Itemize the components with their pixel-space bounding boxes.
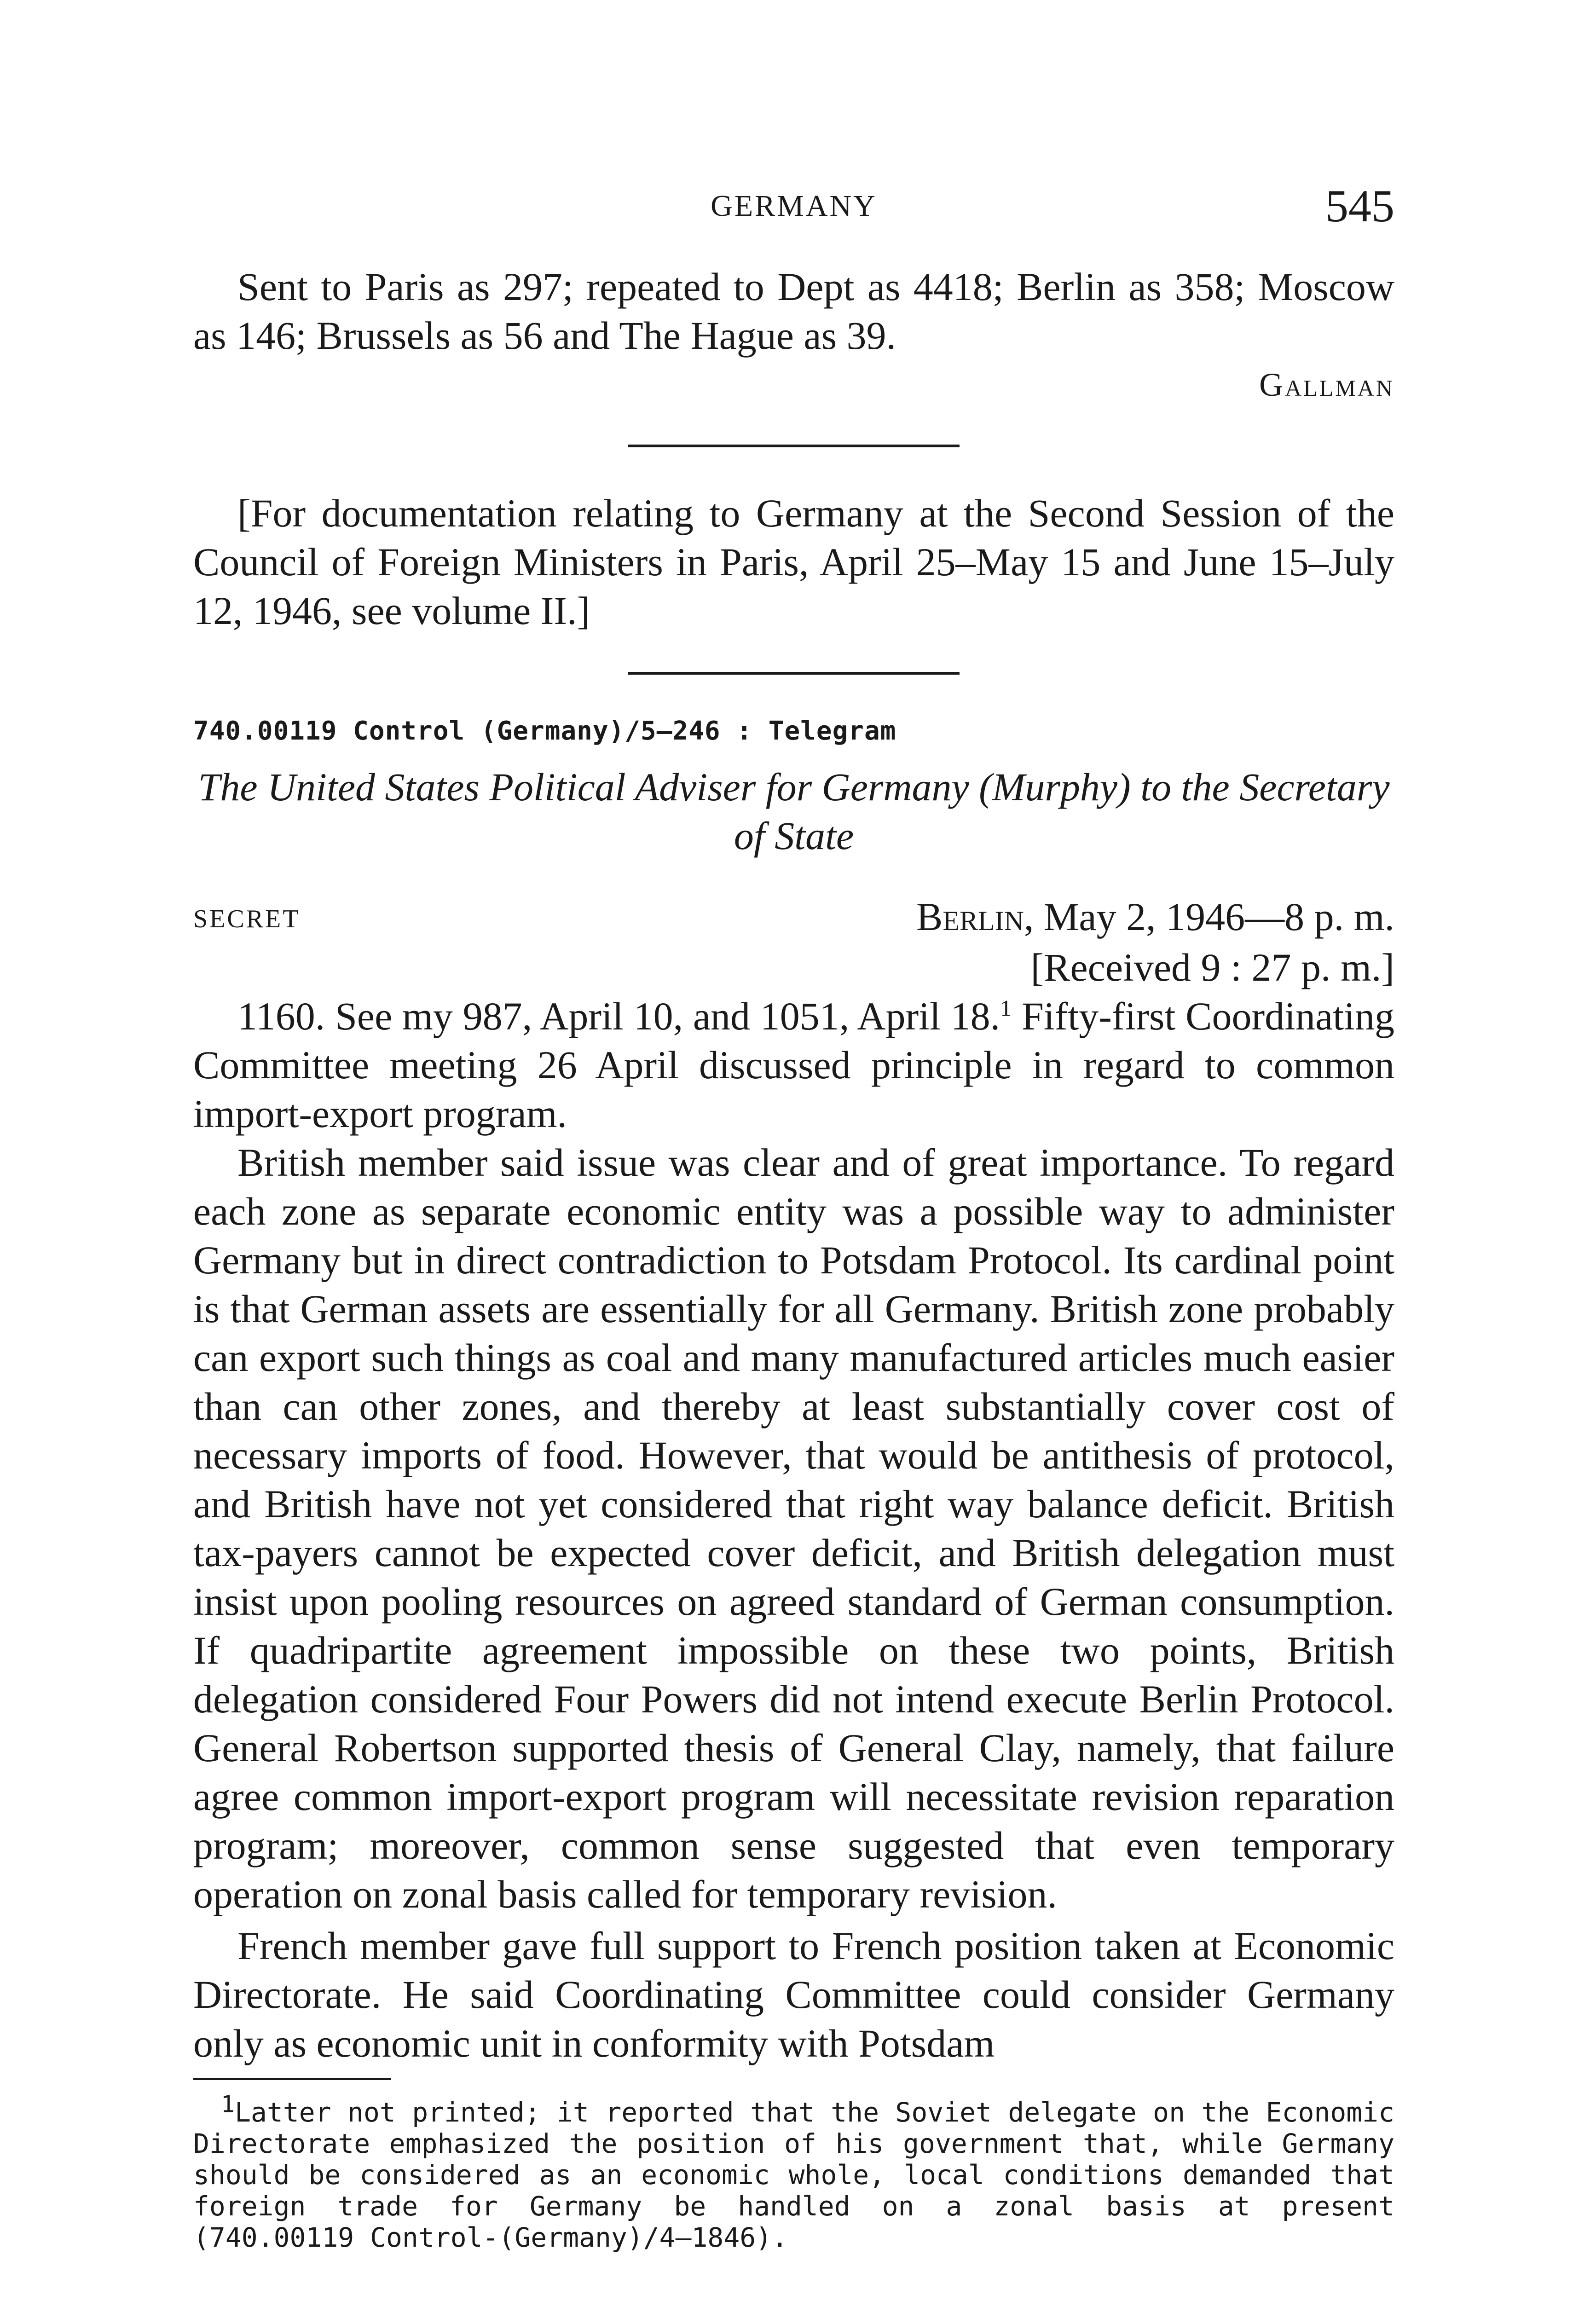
body-paragraph: British member said issue was clear and of great importance. To regard each zone as separate economic entity was a possible way to administer Germany but in direct contradiction to Potsdam Protocol. Its cardinal point is that German assets are essentially for all Germany. British zone probably can export such things as coal and many manufactured articles much easier than can other zones, and thereby at least substantially cover cost of necessary imports of food. However, that would be antithesis of protocol, and British have not yet considered that right way balance deficit. British tax-payers cannot be expected cover deficit, and British delegation must insist upon pooling resources on agreed standard of German consumption. If quadripartite agreement impossible on these two points, British delegation considered Four Powers did not intend execute Berlin Protocol. General Robertson supported thesis of General Clay, namely, that failure agree common import-export program will necessitate revision reparation program; moreover, common sense suggested that even temporary operation on zonal basis called for temporary revision. xyxy=(193,1140,1394,1916)
page-number: 545 xyxy=(1325,180,1394,231)
footnote xyxy=(193,2091,1394,2253)
paragraph-text: Fifty-first Coordinating Committee meeting 26 April discussed principle in regard to common import-export program. xyxy=(193,994,1394,1136)
signature: Gallman xyxy=(1259,366,1394,403)
file-reference: 740.00119 Control (Germany)/5–246 : Telegram xyxy=(193,716,896,746)
footnote-text: Latter not printed; it reported that the Soviet delegate on the Economic Directorate emphasized the position of his government that, while Germany should be considered as an economic whole, local conditions demanded that foreign trade for Germany be handled on a zonal basis at present (740.00119 Control-(Germany)/4–1846). xyxy=(193,2097,1394,2253)
section-divider xyxy=(628,445,960,447)
footnote-reference: 1 xyxy=(1000,995,1012,1021)
classification-label: SECRET xyxy=(193,905,301,933)
received-time: [Received 9 : 27 p. m.] xyxy=(1030,945,1394,989)
previous-document-closing: Sent to Paris as 297; repeated to Dept as 4418; Berlin as 358; Moscow as 146; Brussels as 56 and The Hague as 39. xyxy=(193,265,1394,358)
footnote-divider xyxy=(193,2078,391,2080)
dateline-row xyxy=(193,892,1394,943)
paragraph-text: 1160. See my 987, April 10, and 1051, April 18. xyxy=(237,994,1000,1038)
body-paragraph xyxy=(193,992,1394,1138)
footnote-marker: 1 xyxy=(221,2091,235,2118)
page-header xyxy=(193,179,1394,230)
running-head: GERMANY xyxy=(711,189,877,223)
dateline-place: Berlin xyxy=(916,895,1024,939)
dateline xyxy=(916,892,1394,941)
page-content xyxy=(193,262,1394,2253)
dateline-date: , May 2, 1946—8 p. m. xyxy=(1024,895,1394,939)
editorial-note: [For documentation relating to Germany at the Second Session of the Council of Foreign Ministers in Paris, April 25–May 15 and June 15–July 12, 1946, see volume II.] xyxy=(193,491,1394,633)
section-divider xyxy=(628,672,960,675)
body-paragraph: French member gave full support to French position taken at Economic Directorate. He said Coordinating Committee could consider Germany only as economic unit in conformity with Potsdam xyxy=(193,1924,1394,2065)
document-title: The United States Political Adviser for Germany (Murphy) to the Secretary of State xyxy=(198,765,1390,858)
